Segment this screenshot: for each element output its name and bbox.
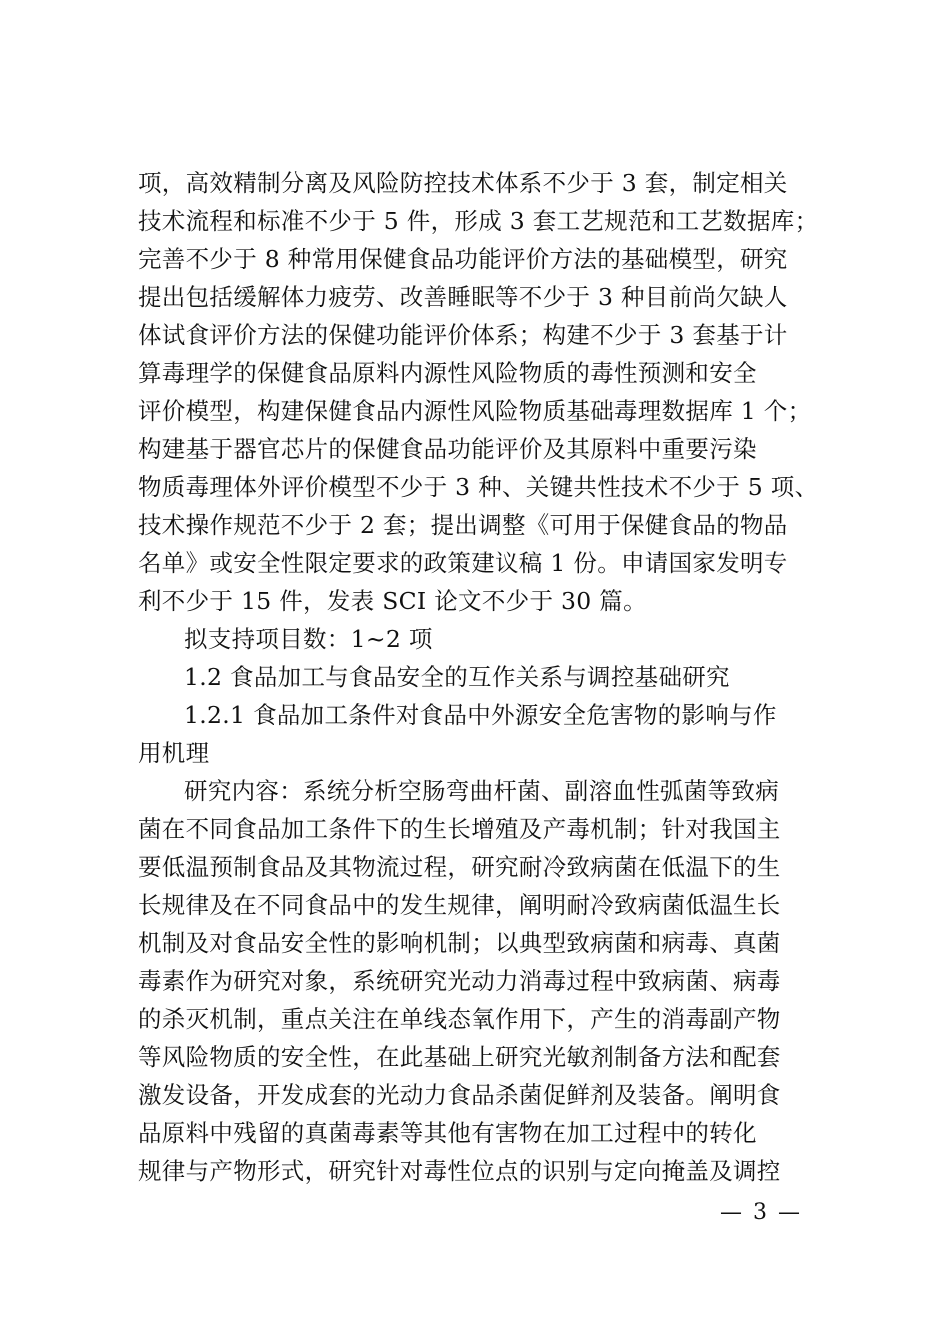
text-line: 毒素作为研究对象，系统研究光动力消毒过程中致病菌、病毒 xyxy=(138,967,781,995)
research-content-line: 研究内容：系统分析空肠弯曲杆菌、副溶血性弧菌等致病 xyxy=(184,777,779,805)
text-line: 的杀灭机制，重点关注在单线态氧作用下，产生的消毒副产物 xyxy=(138,1005,781,1033)
text-line: 利不少于 15 件，发表 SCI 论文不少于 30 篇。 xyxy=(138,587,647,615)
text-line: 技术操作规范不少于 2 套；提出调整《可用于保健食品的物品 xyxy=(138,511,788,539)
text-line: 长规律及在不同食品中的发生规律，阐明耐冷致病菌低温生长 xyxy=(138,891,781,919)
text-line: 要低温预制食品及其物流过程，研究耐冷致病菌在低温下的生 xyxy=(138,853,781,881)
subsection-heading: 1.2.1 食品加工条件对食品中外源安全危害物的影响与作 xyxy=(184,701,777,729)
text-line: 菌在不同食品加工条件下的生长增殖及产毒机制；针对我国主 xyxy=(138,815,781,843)
text-line: 激发设备，开发成套的光动力食品杀菌促鲜剂及装备。阐明食 xyxy=(138,1081,781,1109)
text-line: 提出包括缓解体力疲劳、改善睡眠等不少于 3 种目前尚欠缺人 xyxy=(138,283,788,311)
text-line: 算毒理学的保健食品原料内源性风险物质的毒性预测和安全 xyxy=(138,359,757,387)
text-line: 机制及对食品安全性的影响机制；以典型致病菌和病毒、真菌 xyxy=(138,929,781,957)
text-line: 项，高效精制分离及风险防控技术体系不少于 3 套，制定相关 xyxy=(138,169,788,197)
text-line: 技术流程和标准不少于 5 件，形成 3 套工艺规范和工艺数据库； xyxy=(138,207,819,235)
text-line: 规律与产物形式，研究针对毒性位点的识别与定向掩盖及调控 xyxy=(138,1157,781,1185)
page-number: — 3 — xyxy=(720,1200,802,1225)
text-line: 名单》或安全性限定要求的政策建议稿 1 份。申请国家发明专 xyxy=(138,549,788,577)
text-line: 体试食评价方法的保健功能评价体系；构建不少于 3 套基于计 xyxy=(138,321,788,349)
text-line: 完善不少于 8 种常用保健食品功能评价方法的基础模型，研究 xyxy=(138,245,788,273)
section-heading: 1.2 食品加工与食品安全的互作关系与调控基础研究 xyxy=(184,663,730,691)
text-line: 等风险物质的安全性，在此基础上研究光敏剂制备方法和配套 xyxy=(138,1043,781,1071)
text-line: 评价模型，构建保健食品内源性风险物质基础毒理数据库 1 个； xyxy=(138,397,812,425)
text-line: 品原料中残留的真菌毒素等其他有害物在加工过程中的转化 xyxy=(138,1119,757,1147)
supported-projects-line: 拟支持项目数：1~2 项 xyxy=(184,625,433,653)
subsection-heading-continued: 用机理 xyxy=(138,739,210,767)
text-line: 物质毒理体外评价模型不少于 3 种、关键共性技术不少于 5 项、 xyxy=(138,473,819,501)
text-line: 构建基于器官芯片的保健食品功能评价及其原料中重要污染 xyxy=(138,435,757,463)
